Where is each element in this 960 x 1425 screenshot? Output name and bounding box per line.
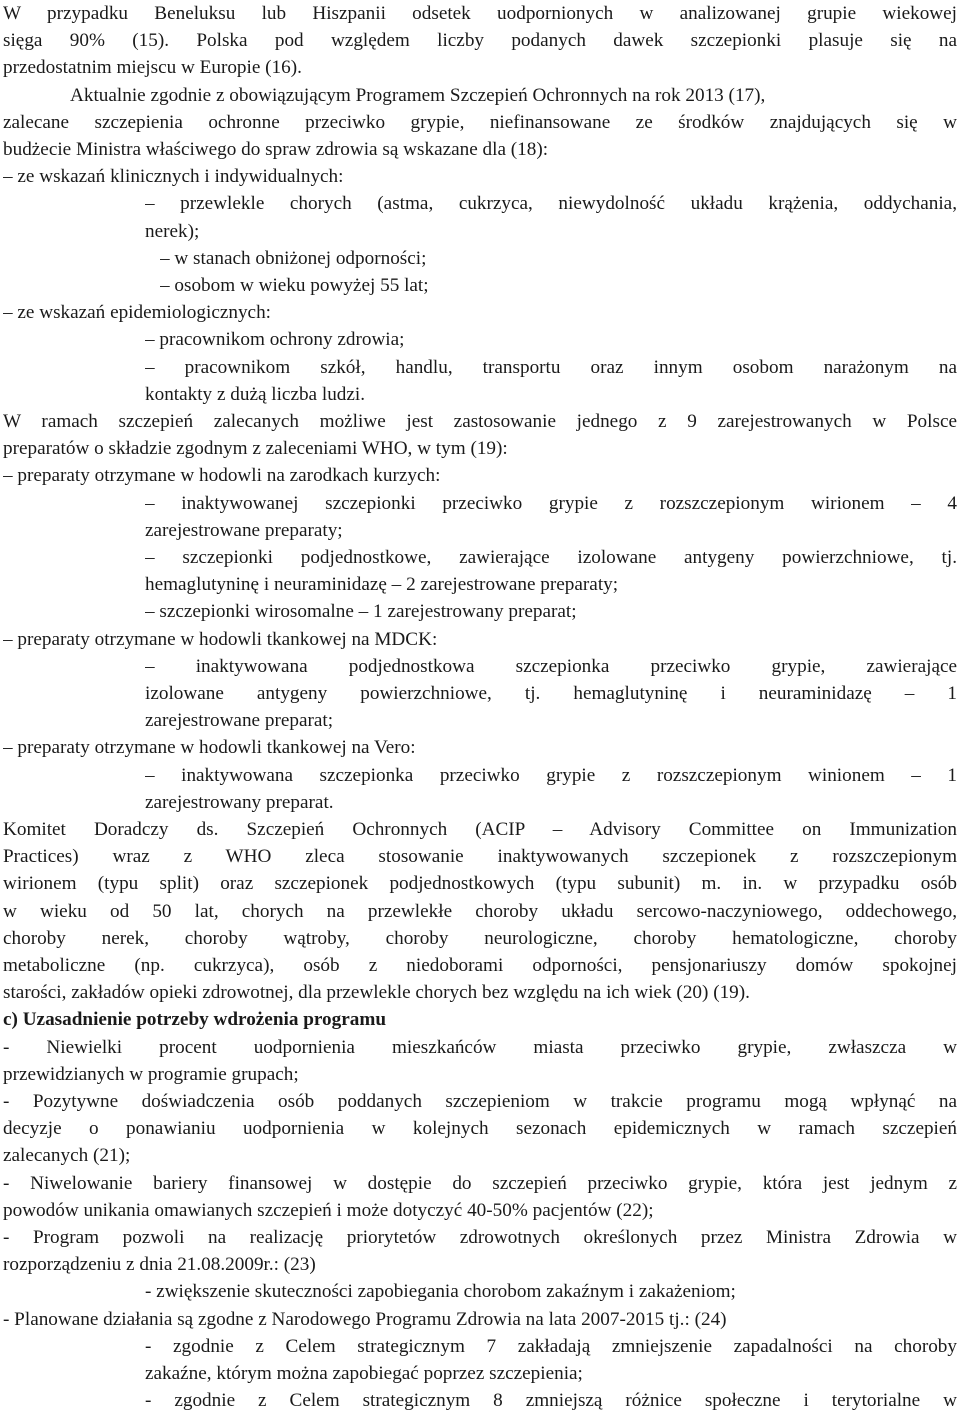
text-line: – w stanach obniżonej odporności; bbox=[160, 247, 427, 269]
text-line: metaboliczne (np. cukrzyca), osób z niedoborami odporności, pensjonariuszy domów spokojnej bbox=[3, 955, 957, 976]
text-line: powodów unikania omawianych szczepień i może dotyczyć 40-50% pacjentów (22); bbox=[3, 1199, 654, 1221]
text-line: – szczepionki podjednostkowe, zawierające izolowane antygeny powierzchniowe, tj. bbox=[145, 547, 957, 568]
text-line: zarejestrowane preparaty; bbox=[145, 519, 343, 541]
text-line: - Niewielki procent uodpornienia mieszkańców miasta przeciwko grypie, zwłaszcza w bbox=[3, 1036, 957, 1058]
text-line: - Pozytywne doświadczenia osób poddanych szczepieniom w trakcie programu mogą wpłynąć na bbox=[3, 1091, 957, 1112]
text-line: decyzje o ponawianiu uodpornienia w kolejnych sezonach epidemicznych w ramach szczepień bbox=[3, 1118, 957, 1140]
text-line: - zwiększenie skuteczności zapobiegania chorobom zakaźnym i zakażeniom; bbox=[145, 1281, 736, 1303]
text-line: – preparaty otrzymane w hodowli tkankowej na MDCK: bbox=[3, 628, 438, 650]
text-line: rozporządzeniu z dnia 21.08.2009r.: (23) bbox=[3, 1254, 316, 1276]
text-line: - zgodnie z Celem strategicznym 7 zakładają zmniejszenie zapadalności na choroby bbox=[145, 1335, 957, 1357]
text-line: zakaźne, którym można zapobiegać poprzez szczepienia; bbox=[145, 1363, 583, 1384]
text-line: – osobom w wieku powyżej 55 lat; bbox=[160, 275, 429, 296]
text-line: starości, zakładów opieki zdrowotnej, dla przewlekle chorych bez względu na ich wiek (20) (19). bbox=[3, 982, 750, 1004]
text-line: – szczepionki wirosomalne – 1 zarejestrowany preparat; bbox=[145, 601, 577, 623]
text-line: choroby nerek, choroby wątroby, choroby neurologiczne, choroby hematologiczne, choroby bbox=[3, 927, 957, 949]
text-line: - Niwelowanie bariery finansowej w dostępie do szczepień przeciwko grypie, która jest jednym z bbox=[3, 1172, 957, 1194]
text-line: – inaktywowanej szczepionki przeciwko grypie z rozszczepionym wirionem – 4 bbox=[145, 492, 957, 514]
text-line: izolowane antygeny powierzchniowe, tj. hemaglutyninę i neuraminidazę – 1 bbox=[145, 683, 957, 704]
text-line: wirionem (typu split) oraz szczepionek podjednostkowych (typu subunit) m. in. w przypadku osób bbox=[3, 873, 957, 895]
text-line: zalecanych (21); bbox=[3, 1145, 131, 1167]
text-line: sięga 90% (15). Polska pod względem liczby podanych dawek szczepionki plasuje się na bbox=[3, 30, 957, 52]
text-line: Practices) wraz z WHO zleca stosowanie inaktywowanych szczepionek z rozszczepionym bbox=[3, 846, 957, 868]
text-line: - Planowane działania są zgodne z Narodowego Programu Zdrowia na lata 2007-2015 tj.: (24) bbox=[3, 1308, 727, 1330]
text-line: – inaktywowana szczepionka przeciwko grypie z rozszczepionym winionem – 1 bbox=[145, 764, 957, 786]
text-line: przewidzianych w programie grupach; bbox=[3, 1063, 299, 1085]
text-line: przedostatnim miejscu w Europie (16). bbox=[3, 57, 302, 79]
section-heading: c) Uzasadnienie potrzeby wdrożenia programu bbox=[3, 1009, 387, 1031]
text-line: Komitet Doradczy ds. Szczepień Ochronnych (ACIP – Advisory Committee on Immunization bbox=[3, 819, 957, 840]
text-line: Aktualnie zgodnie z obowiązującym Programem Szczepień Ochronnych na rok 2013 (17), bbox=[70, 84, 766, 106]
text-line: – pracownikom szkół, handlu, transportu oraz innym osobom narażonym na bbox=[145, 356, 957, 378]
text-line: W przypadku Beneluksu lub Hiszpanii odsetek uodpornionych w analizowanej grupie wiekowej bbox=[3, 3, 957, 24]
text-line: hemaglutyninę i neuraminidazę – 2 zarejestrowane preparaty; bbox=[145, 574, 619, 596]
text-line: zarejestrowany preparat. bbox=[145, 791, 334, 813]
text-line: - Program pozwoli na realizację priorytetów zdrowotnych określonych przez Ministra Zdrowia w bbox=[3, 1227, 957, 1248]
text-line: W ramach szczepień zalecanych możliwe jest zastosowanie jednego z 9 zarejestrowanych w Polsce bbox=[3, 411, 957, 432]
text-line: zalecane szczepienia ochronne przeciwko grypie, niefinansowane ze środków znajdujących się w bbox=[3, 111, 957, 133]
text-line: – przewlekle chorych (astma, cukrzyca, niewydolność układu krążenia, oddychania, bbox=[145, 193, 957, 215]
text-line: w wieku od 50 lat, chorych na przewlekłe choroby układu sercowo-naczyniowego, oddechowego, bbox=[3, 900, 957, 922]
text-line: – inaktywowana podjednostkowa szczepionka przeciwko grypie, zawierające bbox=[145, 655, 957, 677]
text-line: - zgodnie z Celem strategicznym 8 zmniejszą różnice społeczne i terytorialne w bbox=[145, 1390, 957, 1412]
text-line: – pracownikom ochrony zdrowia; bbox=[145, 329, 405, 351]
text-line: zarejestrowane preparat; bbox=[145, 710, 334, 732]
text-line: – preparaty otrzymane w hodowli na zarodkach kurzych: bbox=[3, 465, 441, 487]
text-line: kontakty z dużą liczba ludzi. bbox=[145, 383, 366, 405]
text-line: nerek); bbox=[145, 220, 200, 242]
text-line: – preparaty otrzymane w hodowli tkankowej na Vero: bbox=[3, 737, 416, 759]
text-line: preparatów o składzie zgodnym z zaleceniami WHO, w tym (19): bbox=[3, 438, 508, 460]
text-line: budżecie Ministra właściwego do spraw zdrowia są wskazane dla (18): bbox=[3, 139, 549, 160]
text-line: – ze wskazań klinicznych i indywidualnych: bbox=[3, 166, 344, 188]
text-line: – ze wskazań epidemiologicznych: bbox=[3, 302, 271, 324]
